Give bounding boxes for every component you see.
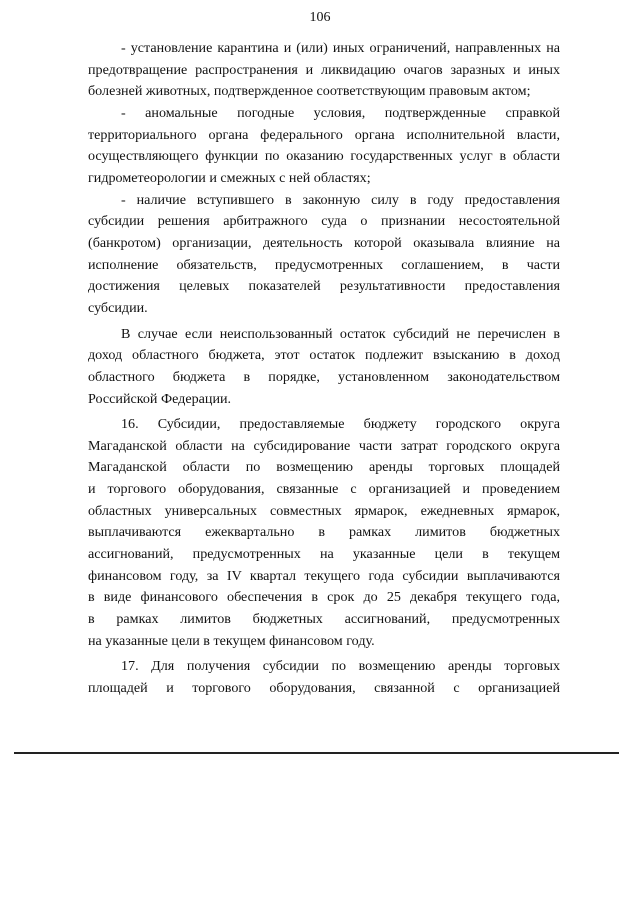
- text-line: финансовом году, за IV квартал текущего года субсидии выплачиваются: [88, 567, 560, 584]
- text-line: 16. Субсидии, предоставляемые бюджету городского округа: [121, 416, 560, 433]
- text-line: доход областного бюджета, этот остаток подлежит взысканию в доход: [88, 347, 560, 364]
- paragraph-unused-remainder: [88, 324, 560, 411]
- paragraph-clause-16: [88, 414, 560, 652]
- text-line: выплачиваются ежеквартально в рамках лимитов бюджетных: [88, 524, 560, 541]
- text-line: Магаданской области на субсидирование части затрат городского округа: [88, 437, 560, 454]
- text-line: достижения целевых показателей результативности предоставления: [88, 278, 560, 295]
- text-line: - аномальные погодные условия, подтвержденные справкой: [121, 104, 560, 121]
- page-divider: [14, 752, 619, 754]
- paragraph-quarantine: [88, 38, 560, 103]
- text-line: Российской Федерации.: [88, 390, 232, 407]
- paragraph-weather: [88, 103, 560, 190]
- text-line: осуществляющего функции по оказанию государственных услуг в области: [88, 148, 560, 165]
- document-body: [88, 38, 560, 700]
- text-line: ассигнований, предусмотренных на указанные цели в текущем: [88, 546, 560, 563]
- text-line: в виде финансового обеспечения в срок до 25 декабря текущего года,: [88, 589, 560, 606]
- text-line: - установление карантина и (или) иных ограничений, направленных на: [121, 40, 560, 56]
- text-line: субсидии.: [88, 299, 148, 316]
- paragraph-bankruptcy: [88, 190, 560, 320]
- text-line: (банкротом) организации, деятельность которой оказывала влияние на: [88, 234, 560, 251]
- text-line: исполнение обязательств, предусмотренных соглашением, в части: [88, 256, 560, 273]
- text-line: предотвращение распространения и ликвидацию очагов заразных и иных: [88, 61, 560, 78]
- text-line: областных универсальных совместных ярмарок, ежедневных ярмарок,: [88, 502, 560, 519]
- text-line: территориального органа федерального органа исполнительной власти,: [88, 126, 560, 143]
- text-line: болезней животных, подтвержденное соответствующим правовым актом;: [88, 83, 531, 100]
- text-line: Магаданской области по возмещению аренды торговых площадей: [88, 459, 560, 476]
- text-line: на указанные цели в текущем финансовом году.: [88, 632, 375, 649]
- paragraph-clause-17: [88, 656, 560, 699]
- text-line: субсидии решения арбитражного суда о признании несостоятельной: [88, 213, 560, 230]
- text-line: площадей и торгового оборудования, связанной с организацией: [88, 680, 560, 697]
- text-line: и торгового оборудования, связанные с организацией и проведением: [88, 481, 560, 498]
- page-number: 106: [309, 10, 331, 25]
- text-line: областного бюджета в порядке, установленном законодательством: [88, 368, 560, 385]
- text-line: в рамках лимитов бюджетных ассигнований, предусмотренных: [88, 611, 560, 628]
- text-line: - наличие вступившего в законную силу в году предоставления: [121, 191, 560, 208]
- text-line: 17. Для получения субсидии по возмещению аренды торговых: [121, 658, 560, 675]
- text-line: В случае если неиспользованный остаток субсидий не перечислен в: [121, 325, 560, 342]
- text-line: гидрометеорологии и смежных с ней областях;: [88, 169, 371, 186]
